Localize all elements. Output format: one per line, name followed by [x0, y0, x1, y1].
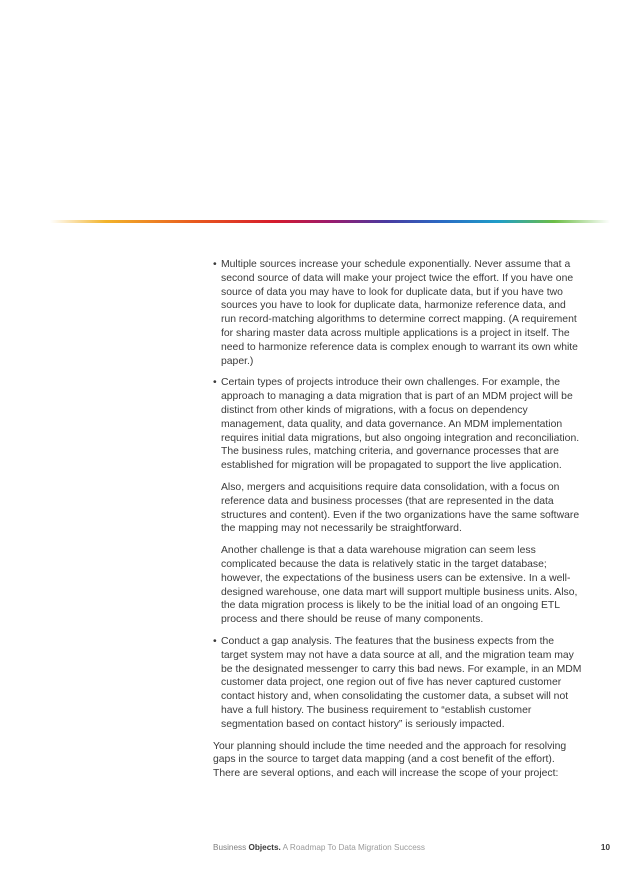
indented-paragraph [213, 481, 583, 536]
paragraph-text: Your planning should include the time needed and the approach for resolving gaps in the source to target data mapping (and a cost benefit of the effort). There are several options, and each will increase the scope of your project: [213, 740, 567, 780]
bullet-paragraph [213, 635, 583, 732]
paragraph-text: Another challenge is that a data warehouse migration can seem less complicated because the data is relatively static in the target database; however, the expectations of the business users can be extensive. In a well-designed warehouse, one data mart will support multiple business units. Also, the data migration process is likely to be the initial load of an ongoing ETL process and there should be reuse of many components. [221, 545, 578, 626]
body-text [213, 258, 583, 789]
paragraph-text: Also, mergers and acquisitions require data consolidation, with a focus on reference data and business processes (that are represented in the data structures and content). Even if the two organizations have the same software the mapping may not necessarily be straightforward. [221, 481, 580, 535]
brand-prefix: Business [213, 843, 249, 852]
paragraph-text: Conduct a gap analysis. The features that the business expects from the target system may not have a data source at all, and the migration team may be the designated messenger to carry this bad news. For example, in an MDM customer data project, one region out of five has never captured customer contact history and, when consolidating the customer data, a subset will not have a full history. The business requirement to “establish customer segmentation based on contact history” is seriously impacted. [221, 635, 582, 730]
bullet-glyph: • [213, 635, 217, 647]
bullet-paragraph [213, 258, 583, 368]
bullet-glyph: • [213, 377, 217, 389]
bullet-paragraph [213, 376, 583, 473]
plain-paragraph [213, 740, 583, 781]
indented-paragraph [213, 544, 583, 627]
page-number: 10 [600, 843, 610, 852]
document-title: A Roadmap To Data Migration Success [282, 843, 425, 852]
rainbow-divider [50, 220, 610, 223]
paragraph-text: Certain types of projects introduce their own challenges. For example, the approach to managing a data migration that is part of an MDM project will be distinct from other kinds of migrations, with a focus on dependency management, data quality, and data governance. An MDM implementation requires initial data migrations, but also ongoing integration and reconciliation. The business rules, matching criteria, and governance processes that are established for migration will be propagated to support the live application. [221, 377, 580, 472]
brand-bold: Objects. [248, 843, 281, 852]
page-footer [213, 843, 610, 852]
brand-logo-text [213, 843, 283, 852]
paragraph-text: Multiple sources increase your schedule exponentially. Never assume that a second source of data will make your project twice the effort. If you have one source of data you may have to look for duplicate data, but if you have two sources you have to look for duplicate data, harmonize reference data, and run record-matching algorithms to determine correct mapping. (A requirement for sharing master data across multiple applications is a project in itself. The need to harmonize reference data is complex enough to warrant its own white paper.) [221, 259, 578, 367]
bullet-glyph: • [213, 259, 217, 270]
